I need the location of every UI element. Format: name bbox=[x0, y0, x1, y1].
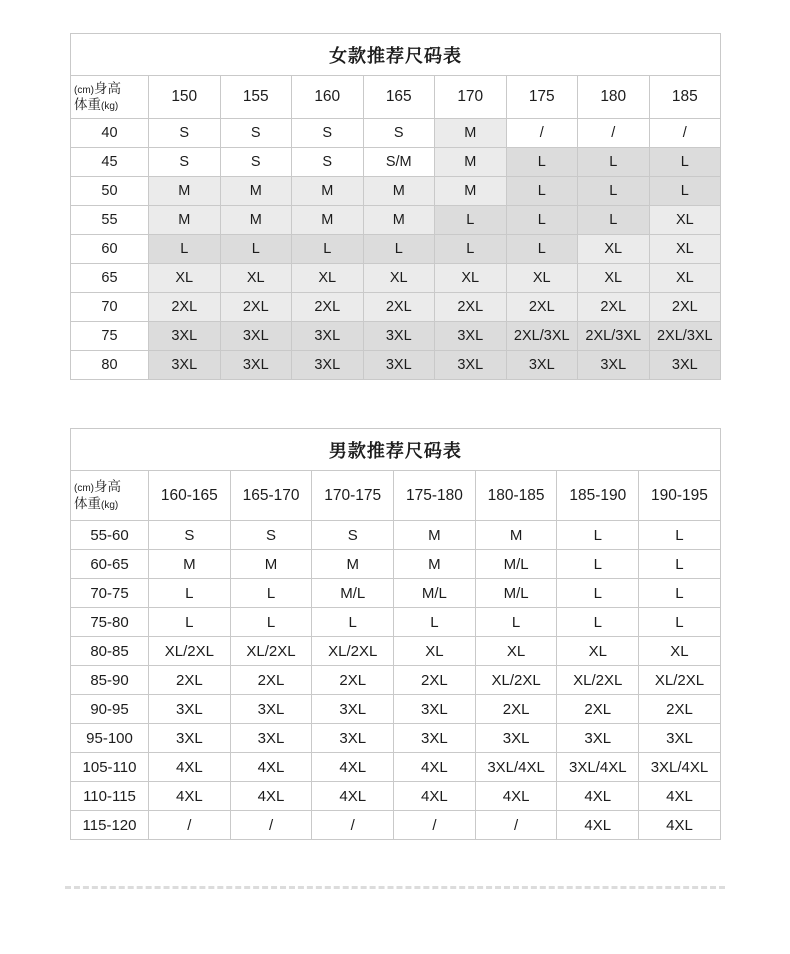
size-cell: L bbox=[639, 608, 721, 637]
size-cell: 3XL bbox=[394, 724, 476, 753]
size-cell: L bbox=[149, 608, 231, 637]
size-cell: L bbox=[557, 521, 639, 550]
weight-label: 60-65 bbox=[71, 550, 149, 579]
size-cell: L bbox=[649, 177, 721, 206]
size-cell: / bbox=[230, 811, 312, 840]
weight-row bbox=[71, 782, 721, 811]
height-range-header: 150 bbox=[149, 76, 221, 119]
size-cell: L bbox=[639, 521, 721, 550]
weight-label: 95-100 bbox=[71, 724, 149, 753]
size-cell: L bbox=[506, 206, 578, 235]
men-size-table bbox=[70, 428, 721, 840]
weight-label: 75 bbox=[71, 322, 149, 351]
size-cell: L bbox=[363, 235, 435, 264]
size-cell: S/M bbox=[363, 148, 435, 177]
size-cell: 3XL/4XL bbox=[639, 753, 721, 782]
size-cell: 3XL bbox=[149, 322, 221, 351]
size-cell: L bbox=[506, 177, 578, 206]
size-cell: M bbox=[149, 550, 231, 579]
size-cell: L bbox=[394, 608, 476, 637]
size-cell: M bbox=[312, 550, 394, 579]
weight-row bbox=[71, 579, 721, 608]
men-header-row bbox=[71, 471, 721, 521]
weight-row bbox=[71, 521, 721, 550]
size-cell: XL bbox=[394, 637, 476, 666]
size-cell: L bbox=[578, 177, 650, 206]
height-range-header: 175 bbox=[506, 76, 578, 119]
size-cell: 3XL bbox=[312, 695, 394, 724]
size-cell: 3XL bbox=[578, 351, 650, 380]
size-cell: XL bbox=[649, 206, 721, 235]
men-table-title: 男款推荐尺码表 bbox=[71, 429, 721, 471]
weight-label: 90-95 bbox=[71, 695, 149, 724]
size-cell: 3XL bbox=[149, 724, 231, 753]
size-cell: L bbox=[639, 579, 721, 608]
size-cell: 3XL bbox=[394, 695, 476, 724]
size-cell: 3XL bbox=[435, 322, 507, 351]
size-cell: / bbox=[649, 119, 721, 148]
weight-row bbox=[71, 148, 721, 177]
women-header-row bbox=[71, 76, 721, 119]
size-cell: S bbox=[220, 148, 292, 177]
weight-row bbox=[71, 119, 721, 148]
size-cell: L bbox=[506, 148, 578, 177]
size-cell: 2XL bbox=[149, 666, 231, 695]
weight-row bbox=[71, 206, 721, 235]
weight-label: 65 bbox=[71, 264, 149, 293]
height-unit-label: (cm)身高 bbox=[74, 479, 121, 495]
weight-row bbox=[71, 293, 721, 322]
weight-label: 70-75 bbox=[71, 579, 149, 608]
size-cell: 2XL/3XL bbox=[649, 322, 721, 351]
size-cell: M bbox=[363, 206, 435, 235]
weight-row bbox=[71, 637, 721, 666]
size-cell: L bbox=[312, 608, 394, 637]
weight-label: 55-60 bbox=[71, 521, 149, 550]
weight-label: 80-85 bbox=[71, 637, 149, 666]
dashed-separator bbox=[65, 886, 725, 889]
size-cell: XL/2XL bbox=[475, 666, 557, 695]
size-cell: 2XL bbox=[649, 293, 721, 322]
size-cell: 3XL/4XL bbox=[557, 753, 639, 782]
size-cell: L bbox=[557, 550, 639, 579]
size-cell: 3XL bbox=[230, 695, 312, 724]
size-cell: 3XL bbox=[639, 724, 721, 753]
weight-label: 80 bbox=[71, 351, 149, 380]
women-table-title-row bbox=[71, 34, 721, 76]
size-cell: M bbox=[475, 521, 557, 550]
size-cell: 2XL bbox=[557, 695, 639, 724]
size-cell: 2XL bbox=[292, 293, 364, 322]
size-cell: 4XL bbox=[639, 811, 721, 840]
size-cell: 3XL bbox=[220, 322, 292, 351]
women-size-table bbox=[70, 33, 721, 380]
size-cell: L bbox=[435, 235, 507, 264]
weight-row bbox=[71, 351, 721, 380]
height-range-header: 190-195 bbox=[639, 471, 721, 521]
size-cell: M bbox=[220, 206, 292, 235]
size-cell: M bbox=[394, 521, 476, 550]
size-cell: 4XL bbox=[557, 811, 639, 840]
size-cell: 2XL bbox=[230, 666, 312, 695]
size-cell: 3XL/4XL bbox=[475, 753, 557, 782]
size-cell: 3XL bbox=[363, 351, 435, 380]
size-cell: 2XL bbox=[435, 293, 507, 322]
size-cell: XL bbox=[435, 264, 507, 293]
size-cell: 2XL bbox=[639, 695, 721, 724]
weight-row bbox=[71, 753, 721, 782]
size-cell: S bbox=[292, 148, 364, 177]
size-cell: M bbox=[435, 119, 507, 148]
weight-label: 75-80 bbox=[71, 608, 149, 637]
size-cell: L bbox=[649, 148, 721, 177]
women-table-title: 女款推荐尺码表 bbox=[71, 34, 721, 76]
size-cell: L bbox=[557, 608, 639, 637]
height-range-header: 160 bbox=[292, 76, 364, 119]
size-cell: 2XL bbox=[475, 695, 557, 724]
size-cell: 2XL bbox=[394, 666, 476, 695]
size-cell: 3XL bbox=[230, 724, 312, 753]
men-corner-header bbox=[71, 471, 149, 521]
size-cell: M bbox=[292, 206, 364, 235]
size-cell: M/L bbox=[394, 579, 476, 608]
weight-row bbox=[71, 608, 721, 637]
size-cell: 2XL bbox=[149, 293, 221, 322]
size-cell: 2XL/3XL bbox=[578, 322, 650, 351]
size-cell: M bbox=[394, 550, 476, 579]
weight-row bbox=[71, 666, 721, 695]
size-cell: M bbox=[149, 206, 221, 235]
size-cell: 3XL bbox=[149, 695, 231, 724]
size-cell: M bbox=[220, 177, 292, 206]
size-cell: XL bbox=[649, 264, 721, 293]
weight-label: 40 bbox=[71, 119, 149, 148]
weight-row bbox=[71, 235, 721, 264]
weight-label: 105-110 bbox=[71, 753, 149, 782]
size-cell: XL bbox=[292, 264, 364, 293]
size-cell: M bbox=[292, 177, 364, 206]
weight-row bbox=[71, 264, 721, 293]
size-cell: 2XL bbox=[506, 293, 578, 322]
size-cell: 2XL/3XL bbox=[506, 322, 578, 351]
weight-row bbox=[71, 322, 721, 351]
size-cell: S bbox=[220, 119, 292, 148]
size-cell: L bbox=[149, 579, 231, 608]
height-range-header: 175-180 bbox=[394, 471, 476, 521]
size-cell: 4XL bbox=[394, 782, 476, 811]
size-cell: / bbox=[394, 811, 476, 840]
weight-row bbox=[71, 550, 721, 579]
size-cell: XL/2XL bbox=[557, 666, 639, 695]
size-cell: S bbox=[312, 521, 394, 550]
size-cell: / bbox=[149, 811, 231, 840]
size-cell: / bbox=[475, 811, 557, 840]
size-cell: XL/2XL bbox=[149, 637, 231, 666]
size-cell: 2XL bbox=[312, 666, 394, 695]
weight-row bbox=[71, 695, 721, 724]
size-cell: M bbox=[230, 550, 312, 579]
height-unit-label: (cm)身高 bbox=[74, 80, 121, 96]
size-cell: XL bbox=[363, 264, 435, 293]
size-cell: L bbox=[506, 235, 578, 264]
men-table-title-row bbox=[71, 429, 721, 471]
height-range-header: 160-165 bbox=[149, 471, 231, 521]
size-cell: M bbox=[435, 148, 507, 177]
size-cell: L bbox=[435, 206, 507, 235]
size-cell: 4XL bbox=[149, 782, 231, 811]
size-cell: M/L bbox=[475, 550, 557, 579]
size-cell: XL bbox=[506, 264, 578, 293]
size-cell: 4XL bbox=[639, 782, 721, 811]
size-cell: L bbox=[220, 235, 292, 264]
size-cell: L bbox=[149, 235, 221, 264]
size-cell: 4XL bbox=[394, 753, 476, 782]
size-cell: S bbox=[149, 521, 231, 550]
weight-unit-label: 体重(kg) bbox=[74, 97, 119, 112]
size-cell: XL bbox=[557, 637, 639, 666]
height-range-header: 165 bbox=[363, 76, 435, 119]
weight-unit-label: 体重(kg) bbox=[74, 495, 119, 511]
size-cell: / bbox=[578, 119, 650, 148]
size-cell: M bbox=[363, 177, 435, 206]
weight-label: 85-90 bbox=[71, 666, 149, 695]
weight-label: 110-115 bbox=[71, 782, 149, 811]
size-cell: / bbox=[312, 811, 394, 840]
weight-row bbox=[71, 177, 721, 206]
size-cell: 3XL bbox=[292, 351, 364, 380]
weight-label: 50 bbox=[71, 177, 149, 206]
size-cell: XL bbox=[220, 264, 292, 293]
size-cell: 3XL bbox=[312, 724, 394, 753]
size-cell: S bbox=[230, 521, 312, 550]
weight-label: 115-120 bbox=[71, 811, 149, 840]
height-range-header: 180-185 bbox=[475, 471, 557, 521]
size-cell: 4XL bbox=[230, 782, 312, 811]
size-cell: XL bbox=[578, 264, 650, 293]
size-cell: 3XL bbox=[149, 351, 221, 380]
size-cell: M/L bbox=[475, 579, 557, 608]
size-cell: / bbox=[506, 119, 578, 148]
size-cell: S bbox=[149, 119, 221, 148]
weight-label: 60 bbox=[71, 235, 149, 264]
size-cell: 4XL bbox=[475, 782, 557, 811]
size-cell: 2XL bbox=[220, 293, 292, 322]
size-cell: XL bbox=[475, 637, 557, 666]
size-cell: 3XL bbox=[475, 724, 557, 753]
height-range-header: 185-190 bbox=[557, 471, 639, 521]
size-cell: 4XL bbox=[312, 753, 394, 782]
size-cell: 3XL bbox=[435, 351, 507, 380]
height-range-header: 185 bbox=[649, 76, 721, 119]
size-cell: 4XL bbox=[557, 782, 639, 811]
weight-label: 45 bbox=[71, 148, 149, 177]
size-cell: L bbox=[639, 550, 721, 579]
size-cell: M bbox=[149, 177, 221, 206]
size-cell: S bbox=[292, 119, 364, 148]
size-cell: 2XL bbox=[363, 293, 435, 322]
size-cell: XL bbox=[649, 235, 721, 264]
size-cell: 3XL bbox=[292, 322, 364, 351]
height-range-header: 180 bbox=[578, 76, 650, 119]
size-cell: 3XL bbox=[649, 351, 721, 380]
height-range-header: 155 bbox=[220, 76, 292, 119]
size-cell: L bbox=[557, 579, 639, 608]
weight-row bbox=[71, 811, 721, 840]
size-cell: 3XL bbox=[363, 322, 435, 351]
weight-label: 70 bbox=[71, 293, 149, 322]
size-cell: 3XL bbox=[506, 351, 578, 380]
size-cell: L bbox=[578, 206, 650, 235]
size-cell: 4XL bbox=[230, 753, 312, 782]
size-cell: L bbox=[578, 148, 650, 177]
size-cell: 4XL bbox=[149, 753, 231, 782]
size-cell: L bbox=[292, 235, 364, 264]
size-cell: XL/2XL bbox=[312, 637, 394, 666]
size-cell: XL bbox=[149, 264, 221, 293]
size-cell: 2XL bbox=[578, 293, 650, 322]
size-cell: L bbox=[230, 608, 312, 637]
size-cell: 3XL bbox=[220, 351, 292, 380]
height-range-header: 170-175 bbox=[312, 471, 394, 521]
size-cell: S bbox=[363, 119, 435, 148]
height-range-header: 170 bbox=[435, 76, 507, 119]
women-corner-header bbox=[71, 76, 149, 119]
size-cell: XL/2XL bbox=[230, 637, 312, 666]
size-cell: M bbox=[435, 177, 507, 206]
size-cell: M/L bbox=[312, 579, 394, 608]
size-cell: 3XL bbox=[557, 724, 639, 753]
size-cell: 4XL bbox=[312, 782, 394, 811]
size-cell: XL bbox=[578, 235, 650, 264]
size-cell: L bbox=[475, 608, 557, 637]
weight-row bbox=[71, 724, 721, 753]
size-cell: S bbox=[149, 148, 221, 177]
weight-label: 55 bbox=[71, 206, 149, 235]
size-cell: L bbox=[230, 579, 312, 608]
size-cell: XL/2XL bbox=[639, 666, 721, 695]
height-range-header: 165-170 bbox=[230, 471, 312, 521]
size-cell: XL bbox=[639, 637, 721, 666]
